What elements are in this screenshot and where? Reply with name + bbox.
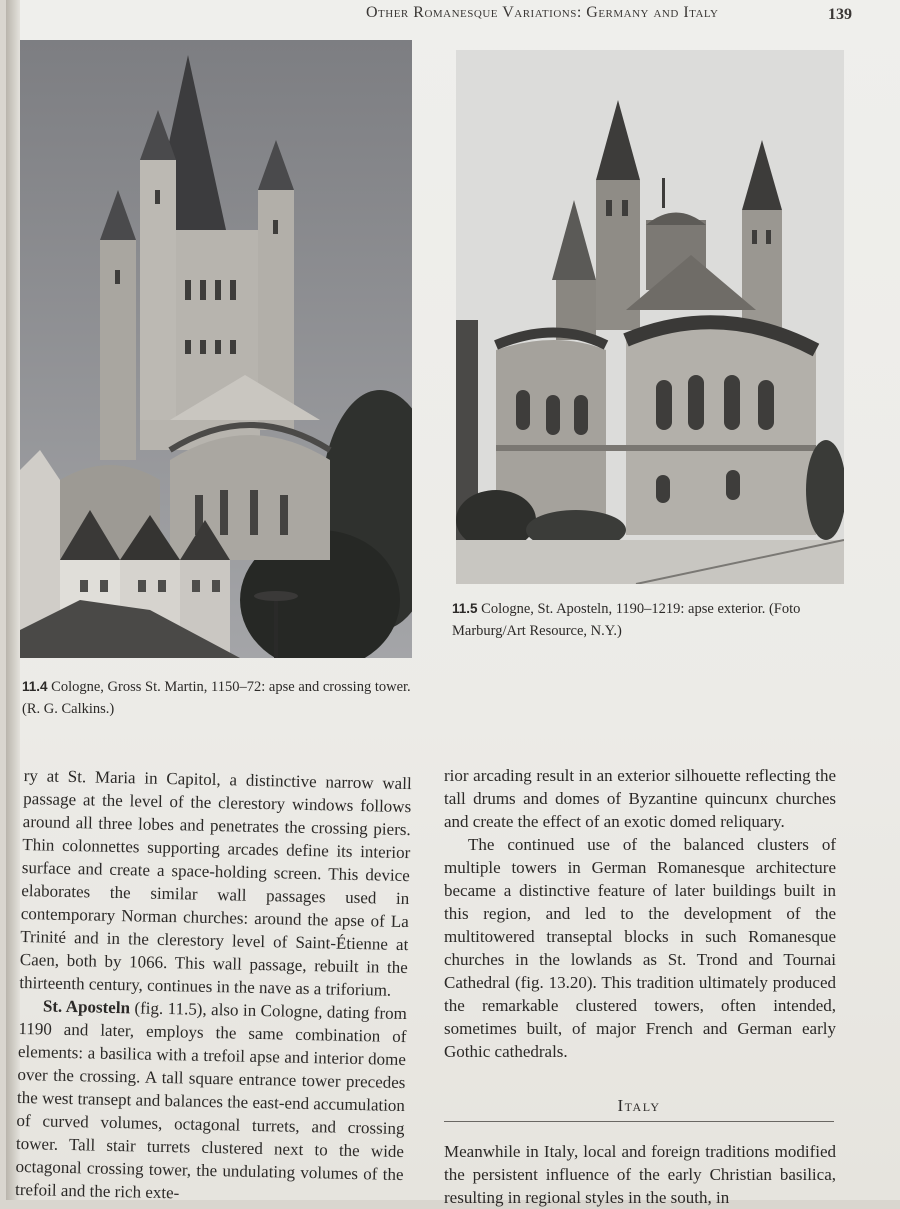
paragraph-italy: Meanwhile in Italy, local and foreign traditions modified the persistent influence of the early Christian basilica, resulting in regional styles in the south, in [444,1142,836,1207]
running-head: Other Romanesque Variations: Germany and Italy [366,4,719,21]
paragraph-st-aposteln [15,994,407,1209]
figure-caption-11-5 [452,598,848,642]
paragraph-exterior-arcading: rior arcading result in an exterior silhouette reflecting the tall drums and domes of Byzantine quincunx churches and create the effect of an exotic domed reliquary. [444,766,836,831]
paragraph-clustered-towers: The continued use of the balanced clusters of multiple towers in German Romanesque architecture became a distinctive feature of later buildings built in this region, and led to the development of the multitowered transeptal blocks in such Romanesque churches in the lowlands as St. Trond and Tournai Cathedral (fig. 13.20). This tradition ultimately produced the remarkable clustered towers, often intended, sometimes built, of major French and German early Gothic cathedrals. [444,835,836,1061]
body-column-right [444,764,836,1063]
figure-caption-text-11-5: Cologne, St. Aposteln, 1190–1219: apse exterior. (Foto Marburg/Art Resource, N.Y.) [452,601,801,639]
figure-label-11-5: 11.5 [452,601,478,616]
section-heading-italy: Italy [617,1096,661,1115]
paragraph-lead-term: St. Aposteln [42,996,131,1018]
figure-caption-11-4 [22,676,414,720]
figure-caption-text-11-4: Cologne, Gross St. Martin, 1150–72: apse and crossing tower. (R. G. Calkins.) [22,679,411,717]
book-page [6,0,900,1207]
figure-photo-gross-st-martin [20,40,412,658]
figure-photo-st-aposteln [456,50,844,584]
body-column-right-italy [444,1140,836,1209]
body-column-left [15,764,412,1209]
page-number: 139 [828,6,852,23]
figure-label-11-4: 11.4 [22,679,48,694]
paragraph-st-aposteln-text: (fig. 11.5), also in Cologne, dating from 1190 and later, employs the same combination of elements: a basilica with a trefoil apse and interior dome over the crossing. A tall square entrance tower precedes the west transept and balances the east-end accumulation of curved volumes, octagonal turrets, and crossing tower. Tall stair turrets clustered next to the wide octagonal crossing tower, the undulating volumes of the trefoil and the rich exte- [14,998,408,1203]
paragraph-st-maria-continued: ry at St. Maria in Capitol, a distinctive narrow wall passage at the level of the clerestory windows follows around all three lobes and penetrates the crossing piers. Thin colonnettes supporting arcades define its interior surface and create a space-holding screen. This device elaborates the similar wall passages used in contemporary Norman churches: around the apse of La Trinité and in the clerestory level of Saint-Étienne at Caen, both by 1066. This wall passage, rebuilt in the thirteenth century, continues in the nave as a triforium. [19,765,412,1000]
section-rule [444,1121,834,1122]
